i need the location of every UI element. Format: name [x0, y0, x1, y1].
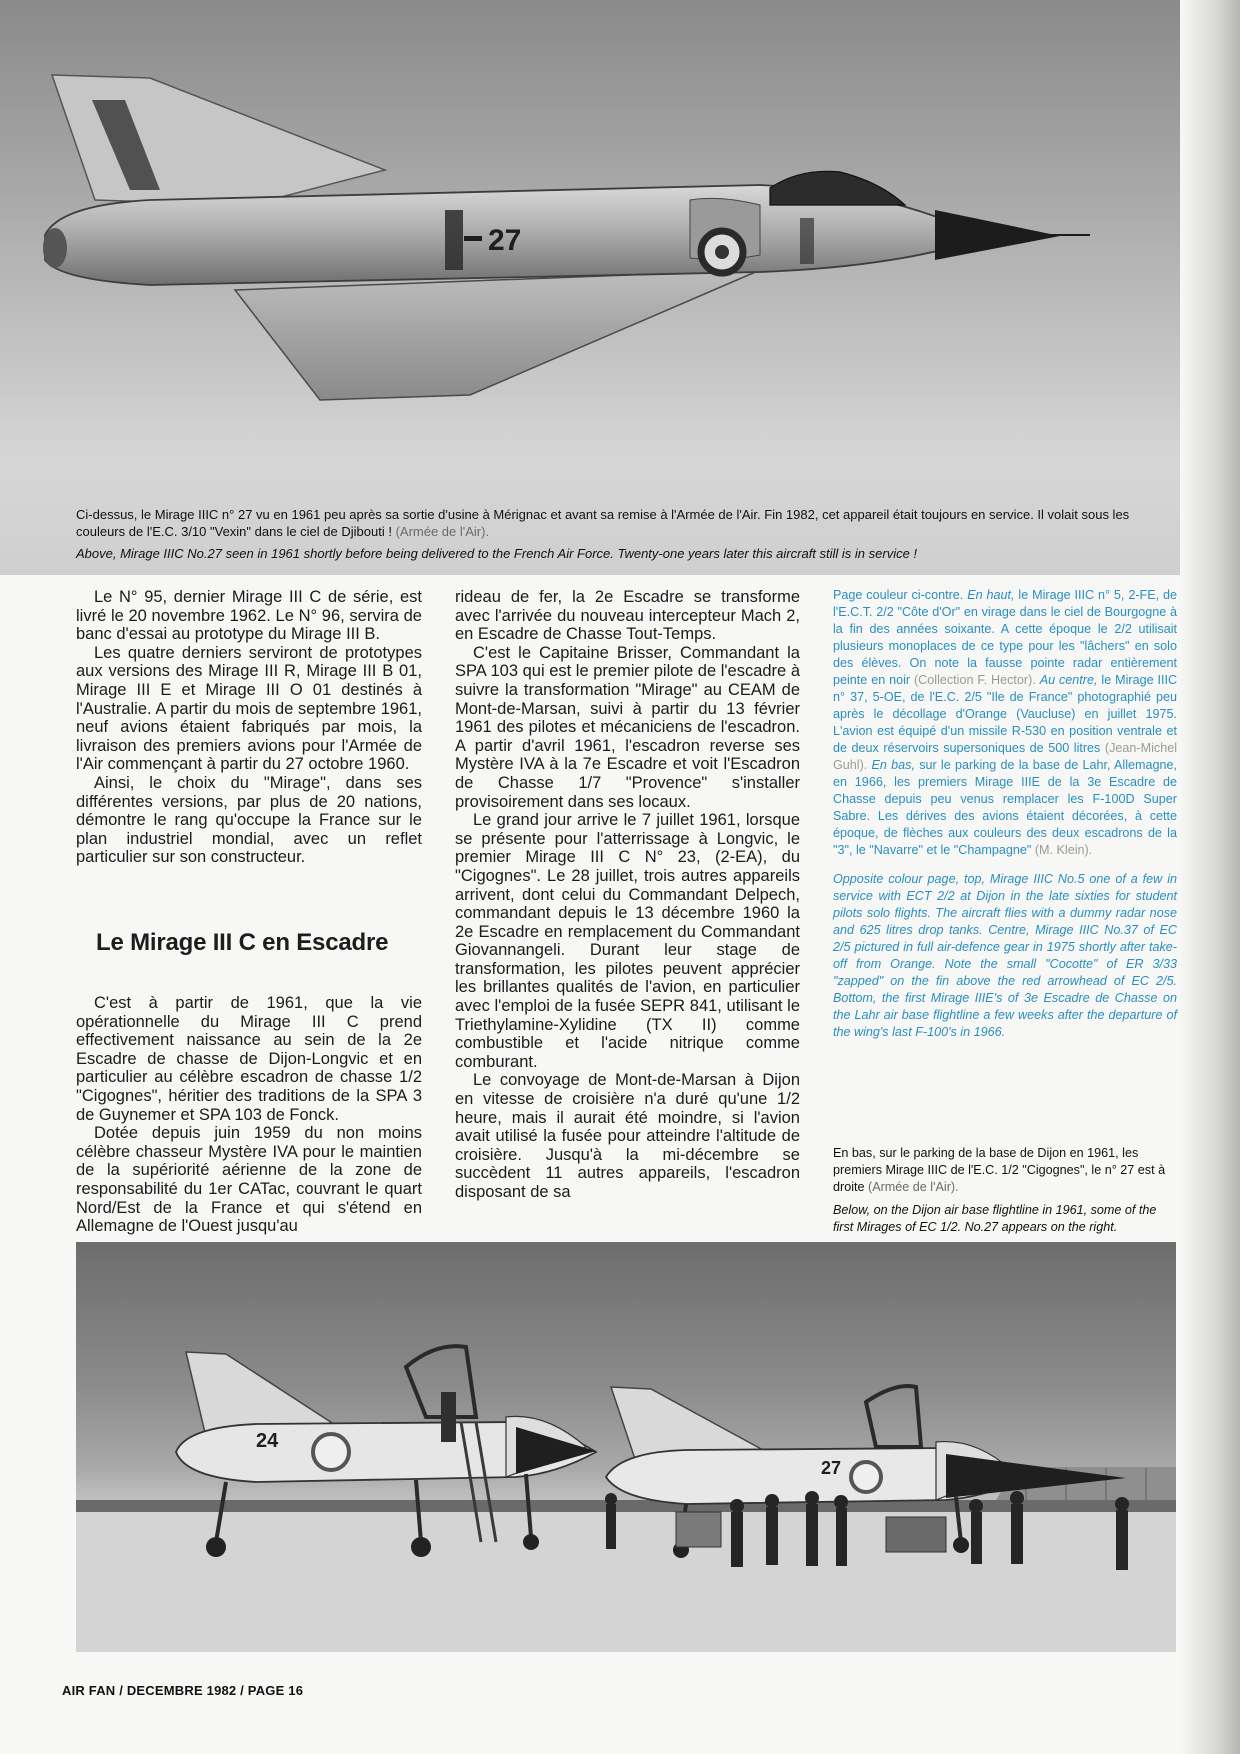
- caption-lead: Page couleur ci-contre.: [833, 588, 964, 602]
- bottom-photo-caption: [833, 1145, 1177, 1236]
- top-tail-number: 27: [488, 224, 522, 257]
- bottom-caption-fr-text: En bas, sur le parking de la base de Dijon en 1961, les premiers Mirage IIIC de l'E.C. 1/2 "Cigognes", le n° 27 est à droite: [833, 1146, 1166, 1194]
- page-footer: AIR FAN / DECEMBRE 1982 / PAGE 16: [62, 1683, 304, 1698]
- colour-caption-fr: [833, 587, 1177, 859]
- caption-label-bottom: En bas,: [871, 758, 915, 772]
- top-caption-fr-text: Ci-dessus, le Mirage IIIC n° 27 vu en 1961 peu après sa sortie d'usine à Mérignac et avant sa remise à l'Armée de l'Air. Fin 1982, cet appareil était toujours en service. Il volait sous les couleurs de l'E.C. 3/10 "Vexin" dans le ciel de Djibouti !: [76, 507, 1130, 539]
- paragraph: C'est le Capitaine Brisser, Commandant la SPA 103 qui est le premier pilote de l'escadre à suivre la transformation "Mirage" au CEAM de Mont-de-Marsan, suivi à partir du 13 février 1961 des pilotes et mécaniciens de l'escadron. A partir d'avril 1961, l'escadron reverse ses Mystère IVA à la 7e Escadre et voit l'Escadron de Chasse 1/7 "Provence" s'installer provisoirement dans ses locaux.: [455, 643, 800, 811]
- paragraph: C'est à partir de 1961, que la vie opérationnelle du Mirage III C prend effectivement naissance au sein de la 2e Escadre de chasse de Dijon-Longvic et en particulier au célèbre escadron de chasse 1/2 "Cigognes", héritier des traditions de la SPA 3 de Guynemer et SPA 103 de Fonck.: [76, 994, 422, 1124]
- top-photo: [0, 0, 1180, 575]
- caption-label-centre: Au centre,: [1039, 673, 1098, 687]
- article-column-2: [455, 588, 800, 1202]
- paragraph: Ainsi, le choix du "Mirage", dans ses différentes versions, par plus de 20 nations, démontre le rang qu'occupe la France sur le plan industriel mondial, avec un reflet particulier sur son constructeur.: [76, 773, 422, 867]
- flightline-illustration: [76, 1242, 1176, 1652]
- paragraph: rideau de fer, la 2e Escadre se transforme avec l'arrivée du nouveau intercepteur Mach 2, en Escadre de Chasse Tout-Temps.: [455, 588, 800, 644]
- paragraph: Les quatre derniers serviront de prototypes aux versions des Mirage III R, Mirage III B 01, Mirage III E et Mirage III O 01 destinés à l'Australie. A partir du mois de septembre 1961, neuf avions étaient fabriqués par mois, la livraison des premiers avions pour l'Armée de l'Air commençant à partir du 27 octobre 1960.: [76, 643, 422, 774]
- paragraph: Le grand jour arrive le 7 juillet 1961, lorsque se présente pour l'atterrissage à Longvic, le premier Mirage III C N° 23, (2-EA), du "Cigognes". Le 28 juillet, trois autres appareils arrivent, dont celui du Commandant Delpech, commandant depuis le 13 décembre 1960 la 2e Escadre en remplacement du Commandant Giovannangeli. Durant leur stage de transformation, les pilotes peuvent apprécier les brillantes qualités de l'avion, en particulier avec l'emploi de la fusée SEPR 841, utilisant le Triethylamine-Xylidine (TX II) comme combustible et l'acide nitrique comme comburant.: [455, 811, 800, 1071]
- top-caption-credit: (Armée de l'Air).: [395, 524, 490, 539]
- bottom-caption-fr: [833, 1145, 1177, 1196]
- caption-credit: (M. Klein).: [1034, 843, 1093, 857]
- left-aircraft-number: 24: [256, 1430, 279, 1452]
- paragraph: Dotée depuis juin 1959 du non moins célèbre chasseur Mystère IVA pour le maintien de la supériorité aérienne de la zone de responsabilité du 1er CATac, couvrant le quart Nord/Est de la France et qui s'étend en Allemagne de l'Ouest jusqu'au: [76, 1124, 422, 1236]
- paragraph: Le N° 95, dernier Mirage III C de série, est livré le 20 novembre 1962. Le N° 96, servira de banc d'essai au prototype du Mirage III B.: [76, 588, 422, 644]
- bottom-caption-credit: (Armée de l'Air).: [868, 1180, 959, 1194]
- caption-credit: (Jean-Michel Guhl).: [833, 741, 1177, 772]
- article-column-1: [76, 588, 422, 867]
- article-column-1-continued: [76, 994, 422, 1236]
- caption-top-text: le Mirage IIIC n° 5, 2-FE, de l'E.C.T. 2/2 "Côte d'Or" en virage dans le ciel de Bourgogne à la fin des années soixante. A cette époque le 2/2 utilisait plusieurs monoplaces de ce type pour les "lâchers" en solo des élèves. On note la fausse pointe radar entièrement peinte en noir: [833, 588, 1178, 687]
- right-aircraft-number: 27: [821, 1458, 842, 1478]
- caption-credit: (Collection F. Hector).: [913, 673, 1036, 687]
- top-caption-fr: [76, 506, 1156, 540]
- top-caption-en: Above, Mirage IIIC No.27 seen in 1961 shortly before being delivered to the French Air Force. Twenty-one years later this aircraft still is in service !: [76, 546, 918, 561]
- bottom-caption-en: Below, on the Dijon air base flightline in 1961, some of the first Mirages of EC 1/2. No.27 appears on the right.: [833, 1203, 1157, 1234]
- caption-bottom-text: sur le parking de la base de Lahr, Allemagne, en 1966, les premiers Mirage IIIE de la 3e Escadre de Chasse depuis peu venus remplacer les F-100D Super Sabre. Les dérives des avions étaient décorées, à cette époque, de flèches aux couleurs des deux escadrons de la "3", le "Navarre" et le "Champagne": [833, 758, 1178, 857]
- colour-caption-en: Opposite colour page, top, Mirage IIIC No.5 one of a few in service with ECT 2/2 at Dijon in the late sixties for student pilots solo flights. The aircraft flies with a dummy radar nose and 625 litres drop tanks. Centre, Mirage IIIC No.37 of EC 2/5 pictured in full air-defence gear in 1975 shortly after take-off from Orange. Note the small "Cocotte" of ER 3/33 "zapped" on the fin above the red arrowhead of EC 2/5. Bottom, the first Mirage IIIE's of 3e Escadre de Chasse on the Lahr air base flightline a few weeks after the departure of the wing's last F-100's in 1966.: [833, 872, 1177, 1039]
- section-heading: Le Mirage III C en Escadre: [96, 929, 389, 956]
- caption-centre-text: le Mirage IIIC n° 37, 5-OE, de l'E.C. 2/5 "Ile de France" photographié peu après le décollage d'Orange (Vaucluse) en juillet 1975. L'avion est équipé d'un missile R-530 en position ventrale et de deux réservoirs supersoniques de 500 litres: [833, 673, 1178, 755]
- page-gutter-shadow: [1180, 0, 1240, 1754]
- paragraph: Le convoyage de Mont-de-Marsan à Dijon en vitesse de croisière n'a duré qu'une 1/2 heure, mais il aurait été moindre, si l'avion avait utilisé la fusée pour atteindre l'altitude de croisière. Jusqu'à la mi-décembre se succèdent 11 autres appareils, l'escadron disposant de sa: [455, 1071, 800, 1201]
- bottom-photo: [76, 1242, 1176, 1652]
- colour-page-caption: [833, 587, 1177, 1041]
- caption-label-top: En haut,: [967, 588, 1015, 602]
- mirage-flight-illustration: [0, 0, 1180, 575]
